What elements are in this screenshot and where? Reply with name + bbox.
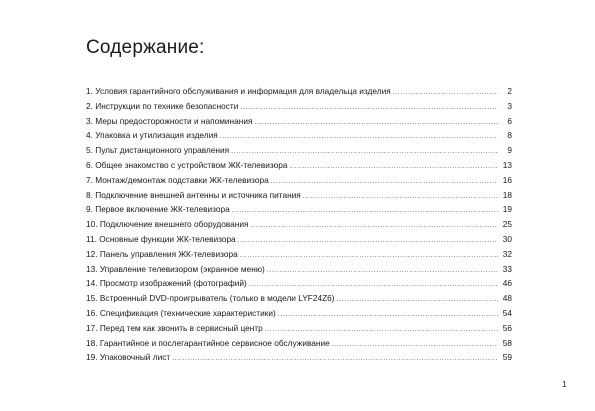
toc-dot-leader — [393, 86, 498, 101]
toc-dot-leader — [240, 249, 498, 264]
toc-entry-title: 17. Перед тем как звонить в сервисный центр — [86, 322, 263, 333]
toc-entry-page: 32 — [502, 248, 512, 259]
toc-entry-page: 8 — [507, 130, 512, 141]
toc-entry-page: 59 — [502, 352, 512, 363]
toc-entry-page: 25 — [502, 219, 512, 230]
toc-entry-title: 4. Упаковка и утилизация изделия — [86, 130, 218, 141]
toc-entry-title: 3. Меры предосторожности и напоминания — [86, 115, 253, 126]
toc-dot-leader — [332, 338, 498, 353]
toc-dot-leader — [303, 190, 498, 205]
toc-entry — [86, 217, 512, 232]
toc-entry-title: 6. Общее знакомство с устройством ЖК-телевизора — [86, 159, 288, 170]
toc-entry — [86, 276, 512, 291]
toc-entry-page: 19 — [502, 204, 512, 215]
toc-entry — [86, 188, 512, 203]
toc-entry-page: 9 — [507, 145, 512, 156]
toc-entry-title: 18. Гарантийное и послегарантийное сервисное обслуживание — [86, 337, 330, 348]
toc-entry — [86, 306, 512, 321]
toc-entry — [86, 262, 512, 277]
toc-entry — [86, 128, 512, 143]
toc-entry — [86, 202, 512, 217]
toc-entry-page: 18 — [502, 189, 512, 200]
toc-dot-leader — [337, 293, 498, 308]
toc-entry-title: 15. Встроенный DVD-проигрыватель (только в модели LYF24Z6) — [86, 293, 335, 304]
toc-entry-page: 58 — [502, 337, 512, 348]
toc-dot-leader — [232, 204, 498, 219]
toc-dot-leader — [220, 130, 498, 145]
toc-entry-page: 3 — [507, 100, 512, 111]
toc-entry-title: 14. Просмотр изображений (фотографий) — [86, 278, 247, 289]
toc-entry — [86, 336, 512, 351]
toc-entry-title: 8. Подключение внешней антенны и источника питания — [86, 189, 301, 200]
toc-dot-leader — [254, 116, 498, 131]
toc-entry-page: 56 — [502, 322, 512, 333]
page-number: 1 — [562, 379, 567, 389]
toc-entry — [86, 114, 512, 129]
toc-entry-title: 5. Пульт дистанционного управления — [86, 145, 230, 156]
toc-entry-title: 10. Подключение внешнего оборудования — [86, 219, 249, 230]
toc-entry-title: 16. Спецификация (технические характеристики) — [86, 307, 276, 318]
toc-entry — [86, 143, 512, 158]
toc-entry-page: 48 — [502, 293, 512, 304]
toc-entry — [86, 321, 512, 336]
toc-dot-leader — [271, 175, 498, 190]
toc-entry-title: 9. Первое включение ЖК-телевизора — [86, 204, 230, 215]
page-title: Содержание: — [86, 37, 205, 58]
toc-dot-leader — [250, 219, 498, 234]
toc-entry-page: 46 — [502, 278, 512, 289]
toc-entry — [86, 99, 512, 114]
toc-entry-page: 54 — [502, 307, 512, 318]
toc-dot-leader — [238, 234, 498, 249]
toc-entry-title: 1. Условия гарантийного обслуживания и информация для владельца изделия — [86, 86, 391, 96]
toc-entry-page: 2 — [507, 86, 512, 96]
toc-entry — [86, 247, 512, 262]
toc-dot-leader — [172, 352, 498, 367]
toc-entry — [86, 173, 512, 188]
toc-entry-title: 2. Инструкции по технике безопасности — [86, 100, 239, 111]
toc-entry — [86, 84, 512, 99]
toc-dot-leader — [289, 160, 498, 175]
toc-entry-page: 13 — [502, 159, 512, 170]
toc-entry-title: 11. Основные функции ЖК-телевизора — [86, 233, 236, 244]
toc-entry — [86, 232, 512, 247]
toc-entry-title: 13. Управление телевизором (экранное меню) — [86, 263, 265, 274]
toc-entry-title: 12. Панель управления ЖК-телевизора — [86, 248, 238, 259]
toc-entry — [86, 158, 512, 173]
toc-entry-title: 7. Монтаж/демонтаж подставки ЖК-телевизора — [86, 174, 269, 185]
toc-entry-page: 16 — [502, 174, 512, 185]
toc-entry-page: 30 — [502, 233, 512, 244]
toc-entry-page: 6 — [507, 115, 512, 126]
toc-entry-title: 19. Упаковочный лист — [86, 352, 171, 363]
table-of-contents — [86, 84, 512, 365]
toc-dot-leader — [278, 308, 498, 323]
toc-dot-leader — [240, 101, 498, 116]
toc-dot-leader — [267, 264, 498, 279]
toc-entry — [86, 291, 512, 306]
toc-entry — [86, 350, 512, 365]
toc-entry-page: 33 — [502, 263, 512, 274]
